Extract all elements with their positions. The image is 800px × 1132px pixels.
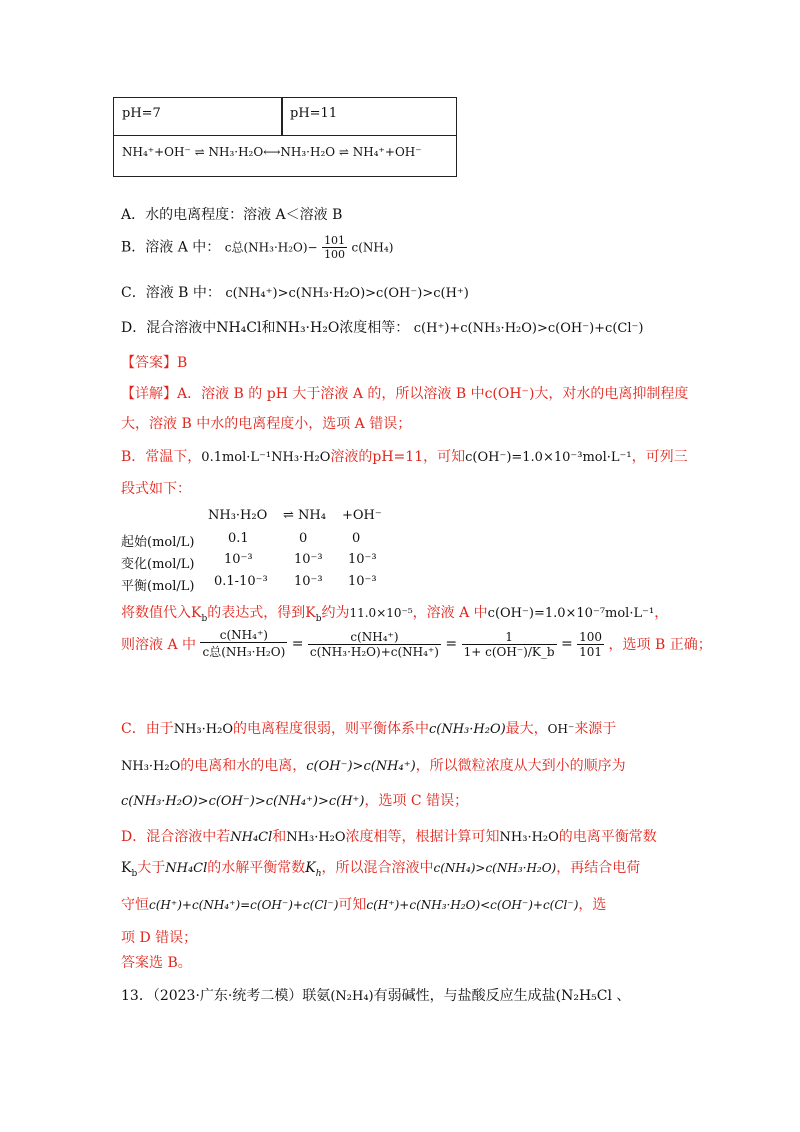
detail-d-1c: 和 — [272, 829, 287, 845]
option-d — [121, 317, 643, 337]
data-table — [113, 97, 457, 177]
detail-b-3b: 的表达式，得到K — [207, 605, 316, 621]
detail-d-1b: NH₄Cl — [230, 830, 273, 845]
detail-d-2f: ，所以混合溶液中 — [321, 860, 434, 876]
ice-cell: 10⁻³ — [224, 552, 253, 567]
detail-d-1a: D．混合溶液中若 — [121, 829, 231, 845]
option-b-frac-den: 100 — [324, 248, 346, 261]
detail-b-1a: B．常温下， — [121, 449, 202, 465]
detail-d-line3 — [121, 894, 606, 914]
ice-cell: 10⁻³ — [348, 574, 377, 589]
ice-header-2: ⇌ NH₄ — [283, 508, 326, 523]
final-answer: 答案选 B。 — [121, 955, 192, 971]
detail-c-1f: OH⁻ — [547, 722, 575, 736]
detail-a-line1: 【详解】A．溶液 B 的 pH 大于溶液 A 的，所以溶液 B 中c(OH⁻)大，对水的电离抑制程度 — [121, 386, 689, 402]
ratio-frac-1 — [200, 628, 287, 660]
option-a: A．水的电离程度：溶液 A＜溶液 B — [121, 207, 343, 223]
option-c-expr: c(NH₄⁺)>c(NH₃·H₂O)>c(OH⁻)>c(H⁺) — [225, 286, 469, 301]
detail-b-3d: 11.0×10⁻⁵ — [349, 606, 413, 620]
detail-b-line1 — [121, 446, 688, 466]
option-b-expr: c总(NH₃·H₂O)− — [224, 240, 318, 255]
ratio-frac-2 — [308, 630, 441, 659]
question-13-c: 有弱碱性，与盐酸反应生成盐(N₂H₅Cl 、 — [373, 988, 631, 1004]
option-b-fraction — [322, 234, 347, 261]
detail-d-2d: 的水解平衡常数 — [207, 860, 306, 876]
detail-c-1e: 最大， — [505, 721, 548, 737]
table-equation: NH₄⁺+OH⁻ ⇌ NH₃·H₂O⟷NH₃·H₂O ⇌ NH₄⁺+OH⁻ — [122, 145, 422, 159]
detail-b-1b: 0.1mol·L⁻¹NH₃·H₂O — [201, 450, 331, 465]
detail-c-1d: c(NH₃·H₂O) — [428, 722, 506, 737]
detail-b-3a: 将数值代入K — [121, 605, 202, 621]
option-d-expr: c(H⁺)+c(NH₃·H₂O)>c(OH⁻)+c(Cl⁻) — [413, 321, 644, 336]
detail-b-line4: 则溶液 A 中 $\frac{\text{c(NH₄⁺)}}{\text{c总(NH₃·H₂O)}}$ = $\frac{\text{c(NH₄⁺)}}{\text{c(NH₃·H₂O)+c(NH₄⁺)}}$ = $\frac{1}{1+ c(OH^-)/K\_b}$ = $\frac{100}{101}$ ，选项 B 正确； — [121, 628, 712, 659]
detail-d-line1 — [121, 826, 657, 846]
option-d-prefix: D．混合溶液中NH₄Cl和NH₃·H₂O浓度相等： — [121, 320, 410, 336]
ice-cell: 10⁻³ — [294, 552, 323, 567]
detail-c-1b: NH₃·H₂O — [173, 722, 233, 737]
ice-cell: 0.1 — [228, 531, 249, 546]
ice-cell: 0 — [352, 531, 361, 546]
ice-cell: 0 — [299, 531, 308, 546]
table-header-row — [114, 98, 456, 136]
table-cell-ph11: pH=11 — [290, 106, 338, 121]
option-b-prefix: B．溶液 A 中： — [121, 239, 221, 256]
ratio-frac-1-num: c(NH₄⁺) — [200, 628, 287, 643]
detail-b-3c: 约为 — [321, 605, 350, 621]
ice-header-1: NH₃·H₂O — [208, 508, 268, 523]
question-13 — [121, 985, 630, 1005]
option-b-tail: c(NH₄) — [351, 240, 394, 255]
detail-c-1g: 来源于 — [574, 721, 617, 737]
option-b-frac-num: 101 — [324, 234, 346, 247]
ratio-frac-2-num: c(NH₄⁺) — [308, 630, 441, 645]
detail-b-3g: ， — [654, 605, 669, 621]
option-c-prefix: C．溶液 B 中： — [121, 285, 221, 301]
detail-d-3d: c(H⁺)+c(NH₃·H₂O)<c(OH⁻)+c(Cl⁻) — [366, 898, 579, 912]
detail-d-2a: K — [121, 860, 132, 876]
detail-d-2g: c(NH₄)>c(NH₃·H₂O) — [433, 861, 557, 875]
detail-c-line2 — [121, 755, 626, 775]
detail-d-3b: c(H⁺)+c(NH₄⁺)=c(OH⁻)+c(Cl⁻) — [149, 898, 339, 912]
detail-b-1d: c(OH⁻)=1.0×10⁻³mol·L⁻¹ — [465, 450, 632, 465]
ratio-frac-1-den: c总(NH₃·H₂O) — [202, 645, 286, 659]
option-c — [121, 282, 469, 302]
detail-c-2d: ，所以微粒浓度从大到小的顺序为 — [415, 758, 626, 774]
ratio-frac-4-den: 101 — [579, 644, 603, 659]
detail-c-line1 — [121, 718, 616, 738]
detail-b-4-tail: ，选项 B 正确； — [608, 637, 712, 653]
detail-d-3e: ，选 — [578, 897, 607, 913]
answer-label: 【答案】B — [121, 355, 188, 371]
ratio-frac-3-num: 1 — [462, 630, 557, 645]
detail-a-line2: 大，溶液 B 中水的电离程度小，选项 A 错误； — [121, 416, 412, 432]
ice-row-label: 变化(mol/L) — [121, 557, 195, 572]
detail-d-2h: ，再结合电荷 — [556, 860, 641, 876]
ice-row-label: 起始(mol/L) — [121, 535, 195, 550]
ice-cell: 10⁻³ — [294, 574, 323, 589]
ratio-frac-2-den: c(NH₃·H₂O)+c(NH₄⁺) — [309, 644, 439, 659]
ratio-frac-4 — [577, 630, 604, 659]
detail-b-3f: c(OH⁻)=1.0×10⁻⁷mol·L⁻¹ — [487, 606, 655, 621]
detail-c-1a: C．由于 — [121, 721, 174, 737]
detail-b-line2: 段式如下： — [121, 481, 191, 497]
ratio-frac-3-den: 1+ c(OH⁻)/K_b — [463, 644, 555, 659]
question-13-a: 13．（2023·广东·统考二模）联氨 — [121, 988, 331, 1004]
ice-header-3: +OH⁻ — [342, 508, 382, 523]
detail-c-2c: c(OH⁻)>c(NH₄⁺) — [306, 759, 416, 774]
detail-b-1c: 溶液的pH=11，可知 — [330, 449, 466, 465]
question-13-b: (N₂H₄) — [330, 989, 374, 1004]
detail-d-1f: NH₃·H₂O — [499, 830, 559, 845]
detail-b-3e: ，溶液 A 中 — [412, 605, 488, 621]
detail-d-1d: NH₃·H₂O — [286, 830, 346, 845]
detail-d-2c: NH₄Cl — [165, 861, 208, 876]
detail-c-3a: c(NH₃·H₂O)>c(OH⁻)>c(NH₄⁺)>c(H⁺) — [121, 794, 365, 809]
detail-b-4a: 则溶液 A 中 — [121, 637, 197, 653]
ice-cell: 0.1-10⁻³ — [214, 574, 268, 589]
detail-d-3c: 可知 — [338, 897, 367, 913]
detail-b-line3: 将数值代入$K_b$的表达式，得到$K_b$约为11.0×10⁻⁵，溶液 A 中c(OH⁻)=1.0×10⁻⁷mol·L⁻¹， — [121, 605, 669, 624]
detail-c-2b: 的电离和水的电离， — [180, 758, 307, 774]
detail-c-3b: ，选项 C 错误； — [364, 793, 469, 809]
detail-c-1c: 的电离程度很弱，则平衡体系中 — [232, 721, 429, 737]
table-cell-ph7: pH=7 — [122, 106, 161, 121]
ratio-frac-4-num: 100 — [579, 629, 603, 644]
ice-row-label: 平衡(mol/L) — [121, 579, 195, 594]
table-divider — [281, 98, 283, 135]
detail-d-3a: 守恒 — [121, 897, 149, 913]
option-b — [121, 234, 393, 261]
detail-d-1g: 的电离平衡常数 — [558, 829, 657, 845]
detail-d-2b: 大于 — [137, 860, 166, 876]
detail-d-1e: 浓度相等，根据计算可知 — [345, 829, 500, 845]
detail-b-1e: ，可列三 — [631, 449, 688, 465]
ice-cell: 10⁻³ — [348, 552, 377, 567]
detail-d-2e: K — [305, 860, 316, 876]
ratio-frac-3 — [462, 630, 557, 659]
detail-c-line3 — [121, 790, 468, 810]
detail-c-2a: NH₃·H₂O — [121, 759, 181, 774]
detail-d-line2: $K_b$大于NH₄Cl的水解平衡常数$K_h$，所以混合溶液中c(NH₄)>c(NH₃·H₂O)，再结合电荷 — [121, 860, 641, 879]
detail-d-line4: 项 D 错误； — [121, 930, 198, 946]
